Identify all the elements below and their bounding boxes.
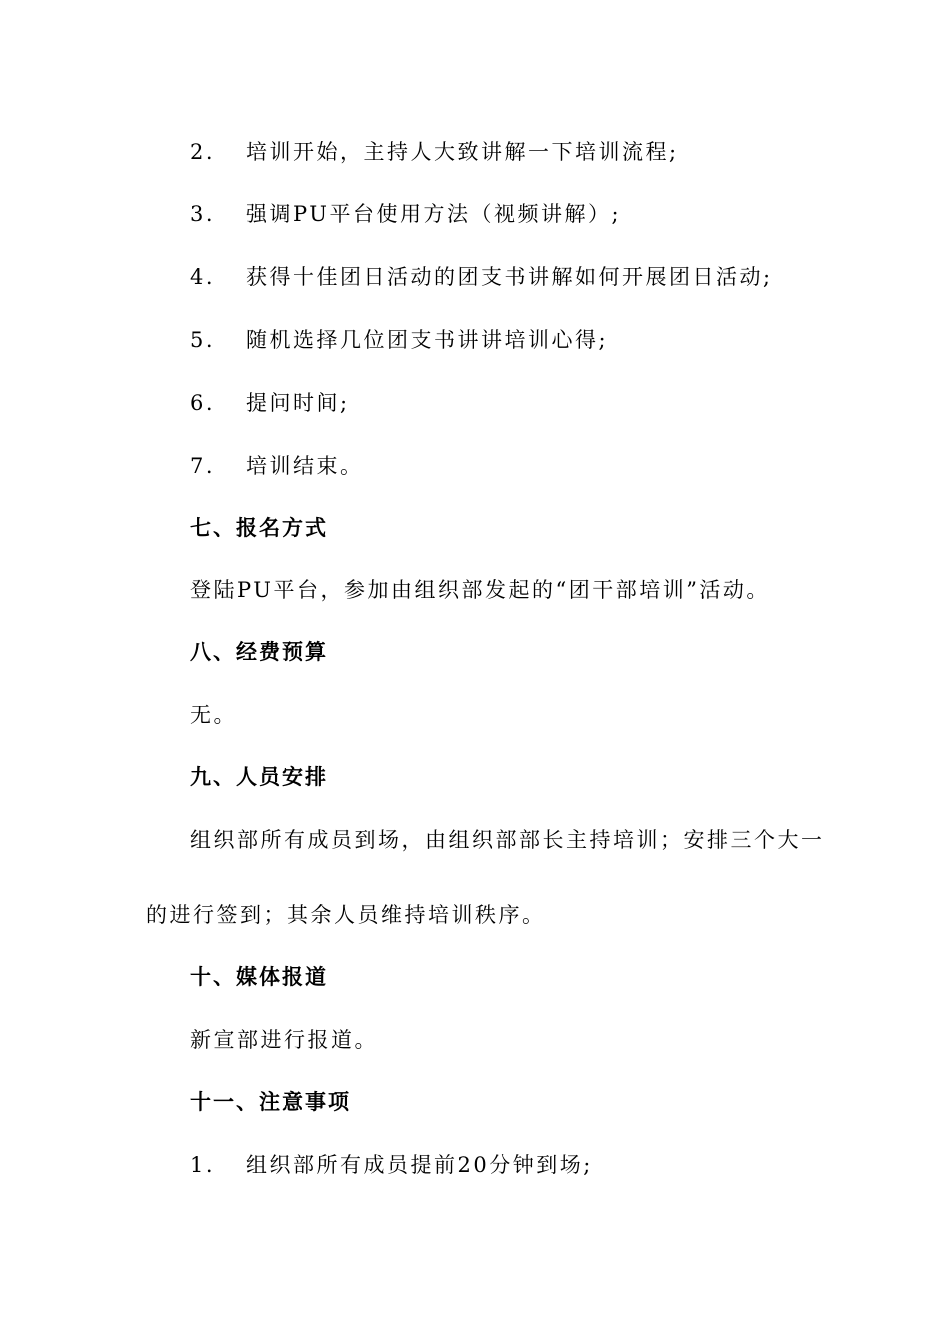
section-body-staffing-line1: 组织部所有成员到场，由组织部部长主持培训；安排三个大一 (190, 828, 825, 852)
list-item-text: 强调PU平台使用方法（视频讲解）; (246, 202, 622, 226)
list-item-number: 7. (190, 454, 216, 478)
list-item (190, 1151, 593, 1179)
list-item-number: 6. (190, 391, 216, 415)
list-item-text: 随机选择几位团支书讲讲培训心得; (246, 328, 609, 352)
section-heading-notes: 十一、注意事项 (190, 1089, 351, 1114)
list-item-text: 获得十佳团日活动的团支书讲解如何开展团日活动; (246, 265, 773, 289)
list-item (190, 389, 350, 417)
list-item-number: 5. (190, 328, 216, 352)
list-item-number: 2. (190, 140, 216, 164)
list-item (190, 138, 679, 166)
list-item-text: 提问时间; (246, 391, 350, 415)
section-body-staffing-line2: 的进行签到；其余人员维持培训秩序。 (146, 903, 546, 927)
list-item (190, 200, 621, 228)
list-item-number: 3. (190, 202, 216, 226)
list-item-number: 4. (190, 265, 216, 289)
section-heading-media: 十、媒体报道 (190, 964, 328, 989)
list-item (190, 263, 773, 291)
section-body-registration: 登陆PU平台，参加由组织部发起的“团干部培训”活动。 (190, 578, 770, 602)
list-item-text: 组织部所有成员提前20分钟到场; (246, 1153, 593, 1177)
list-item-text: 培训结束。 (246, 454, 364, 478)
list-item (190, 452, 364, 480)
list-item (190, 326, 608, 354)
list-item-number: 1. (190, 1153, 216, 1177)
list-item-text: 培训开始，主持人大致讲解一下培训流程; (246, 140, 679, 164)
section-heading-registration: 七、报名方式 (190, 515, 328, 540)
section-heading-staffing: 九、人员安排 (190, 764, 328, 789)
section-body-media: 新宣部进行报道。 (190, 1028, 378, 1052)
section-heading-budget: 八、经费预算 (190, 639, 328, 664)
section-body-budget: 无。 (190, 703, 237, 727)
